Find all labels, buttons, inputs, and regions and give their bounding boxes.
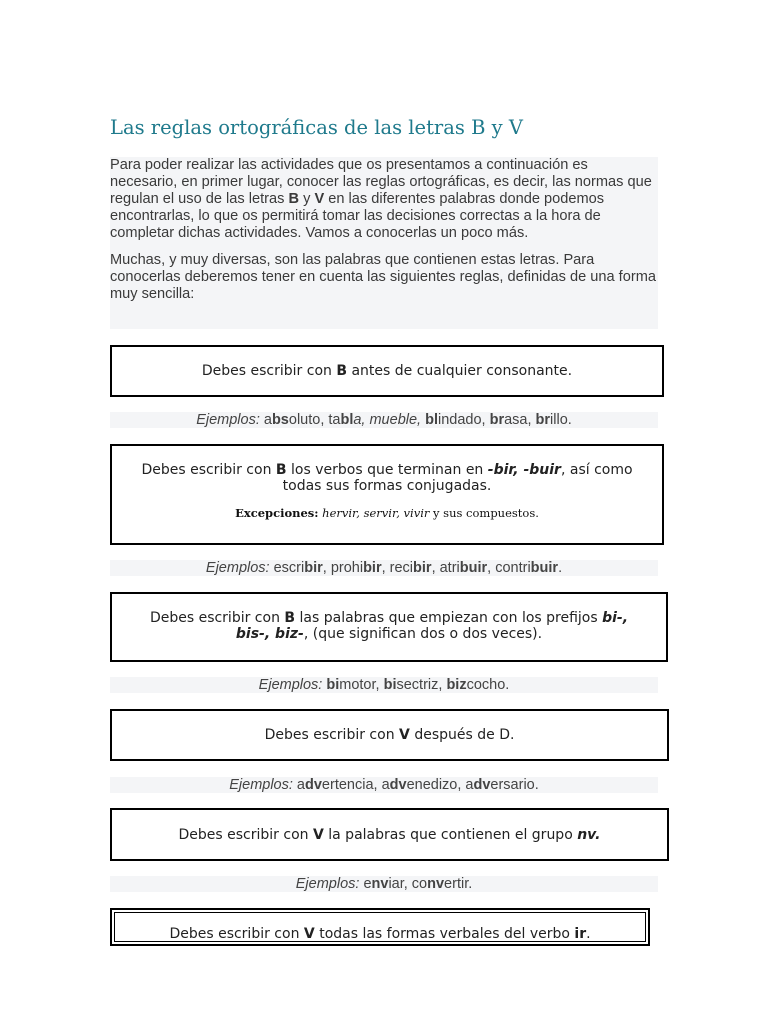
rule-box-6 <box>110 908 650 946</box>
rule-text-line-2: bis-, biz-, (que significan dos o dos veces). <box>235 626 543 642</box>
rule-text: Debes escribir con B los verbos que terminan en -bir, -buir, así como <box>141 462 633 478</box>
rule-box-3 <box>110 592 668 662</box>
exceptions-note: Excepciones: hervir, servir, vivir y sus compuestos. <box>235 506 539 520</box>
page-title: Las reglas ortográficas de las letras B y V <box>110 116 523 139</box>
intro-paragraph-2: Muchas, y muy diversas, son las palabras que contienen estas letras. Para conocerlas deberemos tener en cuenta las siguientes reglas, definidas de una forma muy sencilla: <box>110 252 656 302</box>
rule-box-2 <box>110 444 664 545</box>
rule-text: Debes escribir con V después de D. <box>264 727 515 743</box>
rule-text: Debes escribir con B antes de cualquier consonante. <box>201 363 573 379</box>
examples-label: Ejemplos: <box>229 777 293 793</box>
rule-text: Debes escribir con B las palabras que empiezan con los prefijos bi-, <box>149 610 629 626</box>
intro-paragraph-1: Para poder realizar las actividades que os presentamos a continuación es necesario, en primer lugar, conocer las reglas ortográficas, es decir, las normas que regulan el uso de las letras B y V en las diferentes palabras donde podemos encontrarlas, lo que os permitirá tomar las decisiones correctas a la hora de completar dichas actividades. Vamos a conocerlas un poco más. <box>110 157 652 241</box>
examples-row-4: Ejemplos: advertencia, advenedizo, adversario. <box>110 777 658 793</box>
examples-label: Ejemplos: <box>196 412 260 428</box>
rule-box-4 <box>110 709 669 761</box>
examples-label: Ejemplos: <box>205 560 270 576</box>
rule-box-5 <box>110 808 669 861</box>
examples-row-2: Ejemplos: escribir, prohibir, recibir, atribuir, contribuir. <box>110 560 658 576</box>
examples-row-1: Ejemplos: absoluto, tabla, mueble, blindado, brasa, brillo. <box>110 412 658 428</box>
rule-box-1 <box>110 345 664 397</box>
rule-text: Debes escribir con V la palabras que contienen el grupo nv. <box>178 827 601 843</box>
rule-text-line-2: todas sus formas conjugadas. <box>282 478 492 494</box>
examples-label: Ejemplos: <box>295 876 360 892</box>
examples-row-3: Ejemplos: bimotor, bisectriz, bizcocho. <box>110 677 658 693</box>
intro-block <box>110 157 658 329</box>
examples-label: Ejemplos: <box>258 677 323 693</box>
rule-text: Debes escribir con V todas las formas verbales del verbo ir. <box>169 926 591 942</box>
examples-row-5: Ejemplos: enviar, convertir. <box>110 876 658 892</box>
